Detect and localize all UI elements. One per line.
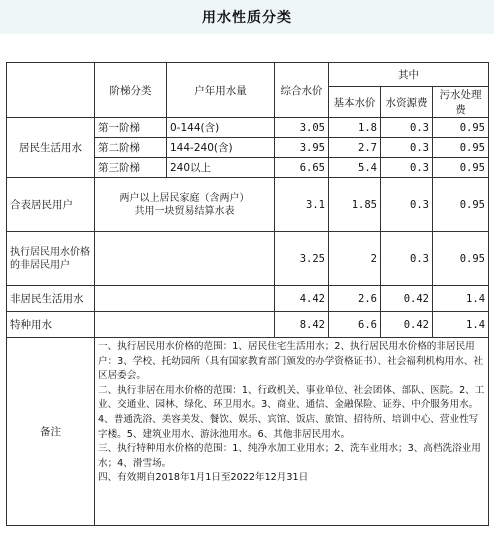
header-of-which: 其中 xyxy=(329,63,489,87)
composite-cell: 3.25 xyxy=(275,232,329,286)
tier-cell: 第一阶梯 xyxy=(95,118,167,138)
shared-meter-desc-line2: 共用一块贸易结算水表 xyxy=(134,205,235,217)
remarks-content xyxy=(95,338,489,526)
header-composite-price: 综合水价 xyxy=(275,63,329,118)
resource-cell: 0.42 xyxy=(381,312,433,338)
sewage-cell: 1.4 xyxy=(433,312,489,338)
composite-cell: 3.1 xyxy=(275,178,329,232)
usage-cell: 240以上 xyxy=(167,158,275,178)
resource-cell: 0.3 xyxy=(381,118,433,138)
remark-item: 四、有效期自2018年1月1日至2022年12月31日 xyxy=(98,472,309,484)
shared-meter-description xyxy=(95,178,275,232)
tier-cell: 第二阶梯 xyxy=(95,138,167,158)
sewage-cell: 0.95 xyxy=(433,158,489,178)
basic-cell: 2.7 xyxy=(329,138,381,158)
resource-cell: 0.3 xyxy=(381,138,433,158)
resource-cell: 0.3 xyxy=(381,178,433,232)
remark-item: 二、执行非居在用水价格的范围：1、行政机关、事业单位、社会团体、部队、医院。2、工业、交通业、园林、绿化、环卫用水。3、商业、通信、金融保险、证券、中介服务用水。4、普通洗浴、美容美发、餐饮、娱乐、宾馆、饭店、旅馆、招待所、培训中心、营业性写字楼。5、建筑业用水、游泳池用水。6、其他非居民用水。 xyxy=(98,384,485,440)
header-blank-cell xyxy=(7,63,95,118)
header-resource-fee: 水资源费 xyxy=(381,87,433,118)
composite-cell: 4.42 xyxy=(275,286,329,312)
composite-cell: 3.95 xyxy=(275,138,329,158)
sewage-cell: 0.95 xyxy=(433,138,489,158)
sewage-cell: 0.95 xyxy=(433,232,489,286)
blank-cell xyxy=(95,232,275,286)
header-basic-price: 基本水价 xyxy=(329,87,381,118)
sewage-cell: 0.95 xyxy=(433,118,489,138)
tier-cell: 第三阶梯 xyxy=(95,158,167,178)
header-household-usage: 户年用水量 xyxy=(167,63,275,118)
usage-cell: 144-240(含) xyxy=(167,138,275,158)
residential-label: 居民生活用水 xyxy=(7,118,95,178)
header-tier: 阶梯分类 xyxy=(95,63,167,118)
resource-cell: 0.3 xyxy=(381,232,433,286)
sewage-cell: 1.4 xyxy=(433,286,489,312)
table-row xyxy=(7,178,489,232)
remark-item: 三、执行特种用水价格的范围：1、纯净水加工业用水；2、洗车业用水；3、高档洗浴业用水；4、滑雪场。 xyxy=(98,443,481,469)
shared-meter-label: 合表居民用户 xyxy=(7,178,95,232)
header-row-1 xyxy=(7,63,489,87)
remarks-row xyxy=(7,338,489,526)
non-residential-label: 非居民生活用水 xyxy=(7,286,95,312)
shared-meter-desc-line1: 两户以上居民家庭（含两户） xyxy=(119,192,250,204)
water-price-table xyxy=(6,62,489,526)
composite-cell: 6.65 xyxy=(275,158,329,178)
basic-cell: 2 xyxy=(329,232,381,286)
basic-cell: 5.4 xyxy=(329,158,381,178)
non-resident-at-res-price-label: 执行居民用水价格的非居民用户 xyxy=(7,232,95,286)
basic-cell: 1.85 xyxy=(329,178,381,232)
header-sewage-fee: 污水处理费 xyxy=(433,87,489,118)
blank-cell xyxy=(95,312,275,338)
table-row xyxy=(7,232,489,286)
table-row xyxy=(7,118,489,138)
page-title: 用水性质分类 xyxy=(0,0,494,34)
table-row xyxy=(7,312,489,338)
usage-cell: 0-144(含) xyxy=(167,118,275,138)
composite-cell: 8.42 xyxy=(275,312,329,338)
table-row xyxy=(7,286,489,312)
sewage-cell: 0.95 xyxy=(433,178,489,232)
basic-cell: 6.6 xyxy=(329,312,381,338)
blank-cell xyxy=(95,286,275,312)
composite-cell: 3.05 xyxy=(275,118,329,138)
resource-cell: 0.42 xyxy=(381,286,433,312)
basic-cell: 2.6 xyxy=(329,286,381,312)
remarks-label: 备注 xyxy=(7,338,95,526)
remark-item: 一、执行居民用水价格的范围：1、居民住宅生活用水；2、执行居民用水价格的非居民用户：3、学校、托幼园所（具有国家教育部门颁发的办学资格证书）、社会福利机构用水、社区居委会。 xyxy=(98,341,484,382)
resource-cell: 0.3 xyxy=(381,158,433,178)
basic-cell: 1.8 xyxy=(329,118,381,138)
special-water-label: 特种用水 xyxy=(7,312,95,338)
